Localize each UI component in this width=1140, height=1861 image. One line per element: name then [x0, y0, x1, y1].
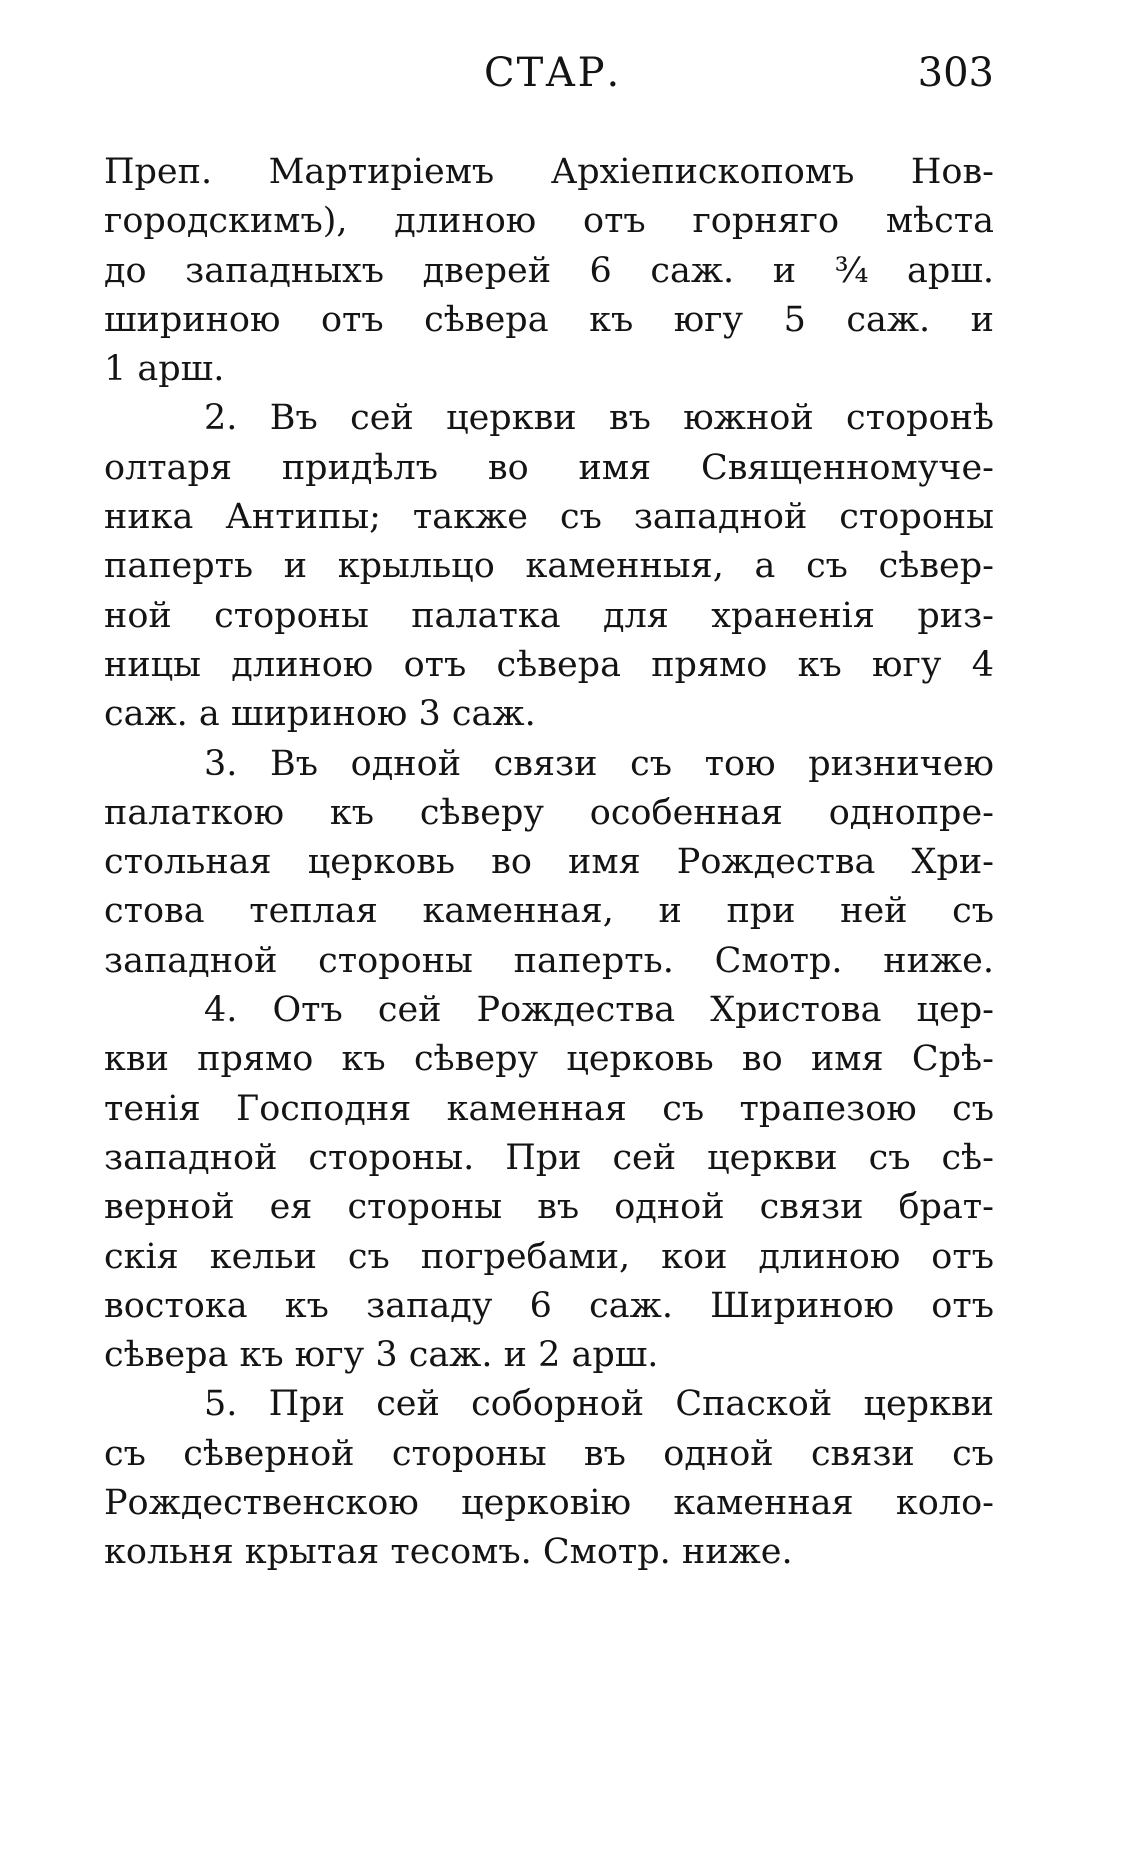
text-line: 1 арш. — [104, 349, 225, 390]
text-line: саж. а шириною 3 саж. — [104, 694, 536, 735]
text-line: ницы длиною отъ сѣвера прямо къ югу 4 — [104, 644, 994, 685]
text-line: западной стороны. При сей церкви съ сѣ- — [104, 1137, 994, 1178]
text-line: стова теплая каменная, и при ней съ — [104, 891, 994, 932]
text-line: востока къ западу 6 саж. Шириною отъ — [104, 1285, 994, 1326]
text-line: Рождественскою церковію каменная коло- — [104, 1483, 994, 1524]
text-line: городскимъ), длиною отъ горняго мѣста — [104, 201, 994, 242]
text-line: палаткою къ сѣверу особенная однопре- — [104, 792, 994, 833]
text-line: ника Антипы; также съ западной стороны — [104, 497, 994, 538]
text-line: верной ея стороны въ одной связи брат- — [104, 1187, 994, 1228]
text-line: скія кельи съ погребами, кои длиною отъ — [104, 1236, 994, 1277]
text-line: паперть и крыльцо каменныя, а съ сѣвер- — [104, 546, 994, 587]
text-line: олтаря придѣлъ во имя Священномуче- — [104, 447, 994, 488]
text-line: шириною отъ сѣвера къ югу 5 саж. и — [104, 299, 994, 340]
text-line: Преп. Мартиріемъ Архіепископомъ Нов- — [104, 152, 994, 192]
page-number: 303 — [917, 50, 994, 96]
running-title: СТАР. — [484, 50, 622, 96]
text-line: 5. При сей соборной Спаской церкви — [204, 1384, 994, 1425]
text-line: стольная церковь во имя Рождества Хри- — [104, 842, 994, 883]
text-line: кви прямо къ сѣверу церковь во имя Срѣ- — [104, 1039, 994, 1080]
text-line: 4. Отъ сей Рождества Христова цер- — [204, 990, 994, 1031]
text-line: кольня крытая тесомъ. Смотр. ниже. — [104, 1532, 793, 1573]
text-line: 2. Въ сей церкви въ южной сторонѣ — [204, 398, 994, 439]
running-head — [104, 50, 994, 110]
text-line: съ сѣверной стороны въ одной связи съ — [104, 1433, 994, 1474]
text-line: ной стороны палатка для храненія риз- — [104, 595, 994, 636]
text-line: западной стороны паперть. Смотр. ниже. — [104, 940, 994, 981]
text-line: до западныхъ дверей 6 саж. и ¾ арш. — [104, 250, 994, 291]
text-line: 3. Въ одной связи съ тою ризничею — [204, 743, 994, 784]
text-line: сѣвера къ югу 3 саж. и 2 арш. — [104, 1335, 659, 1376]
body-text — [104, 148, 994, 1578]
text-line: тенія Господня каменная съ трапезою съ — [104, 1088, 994, 1129]
